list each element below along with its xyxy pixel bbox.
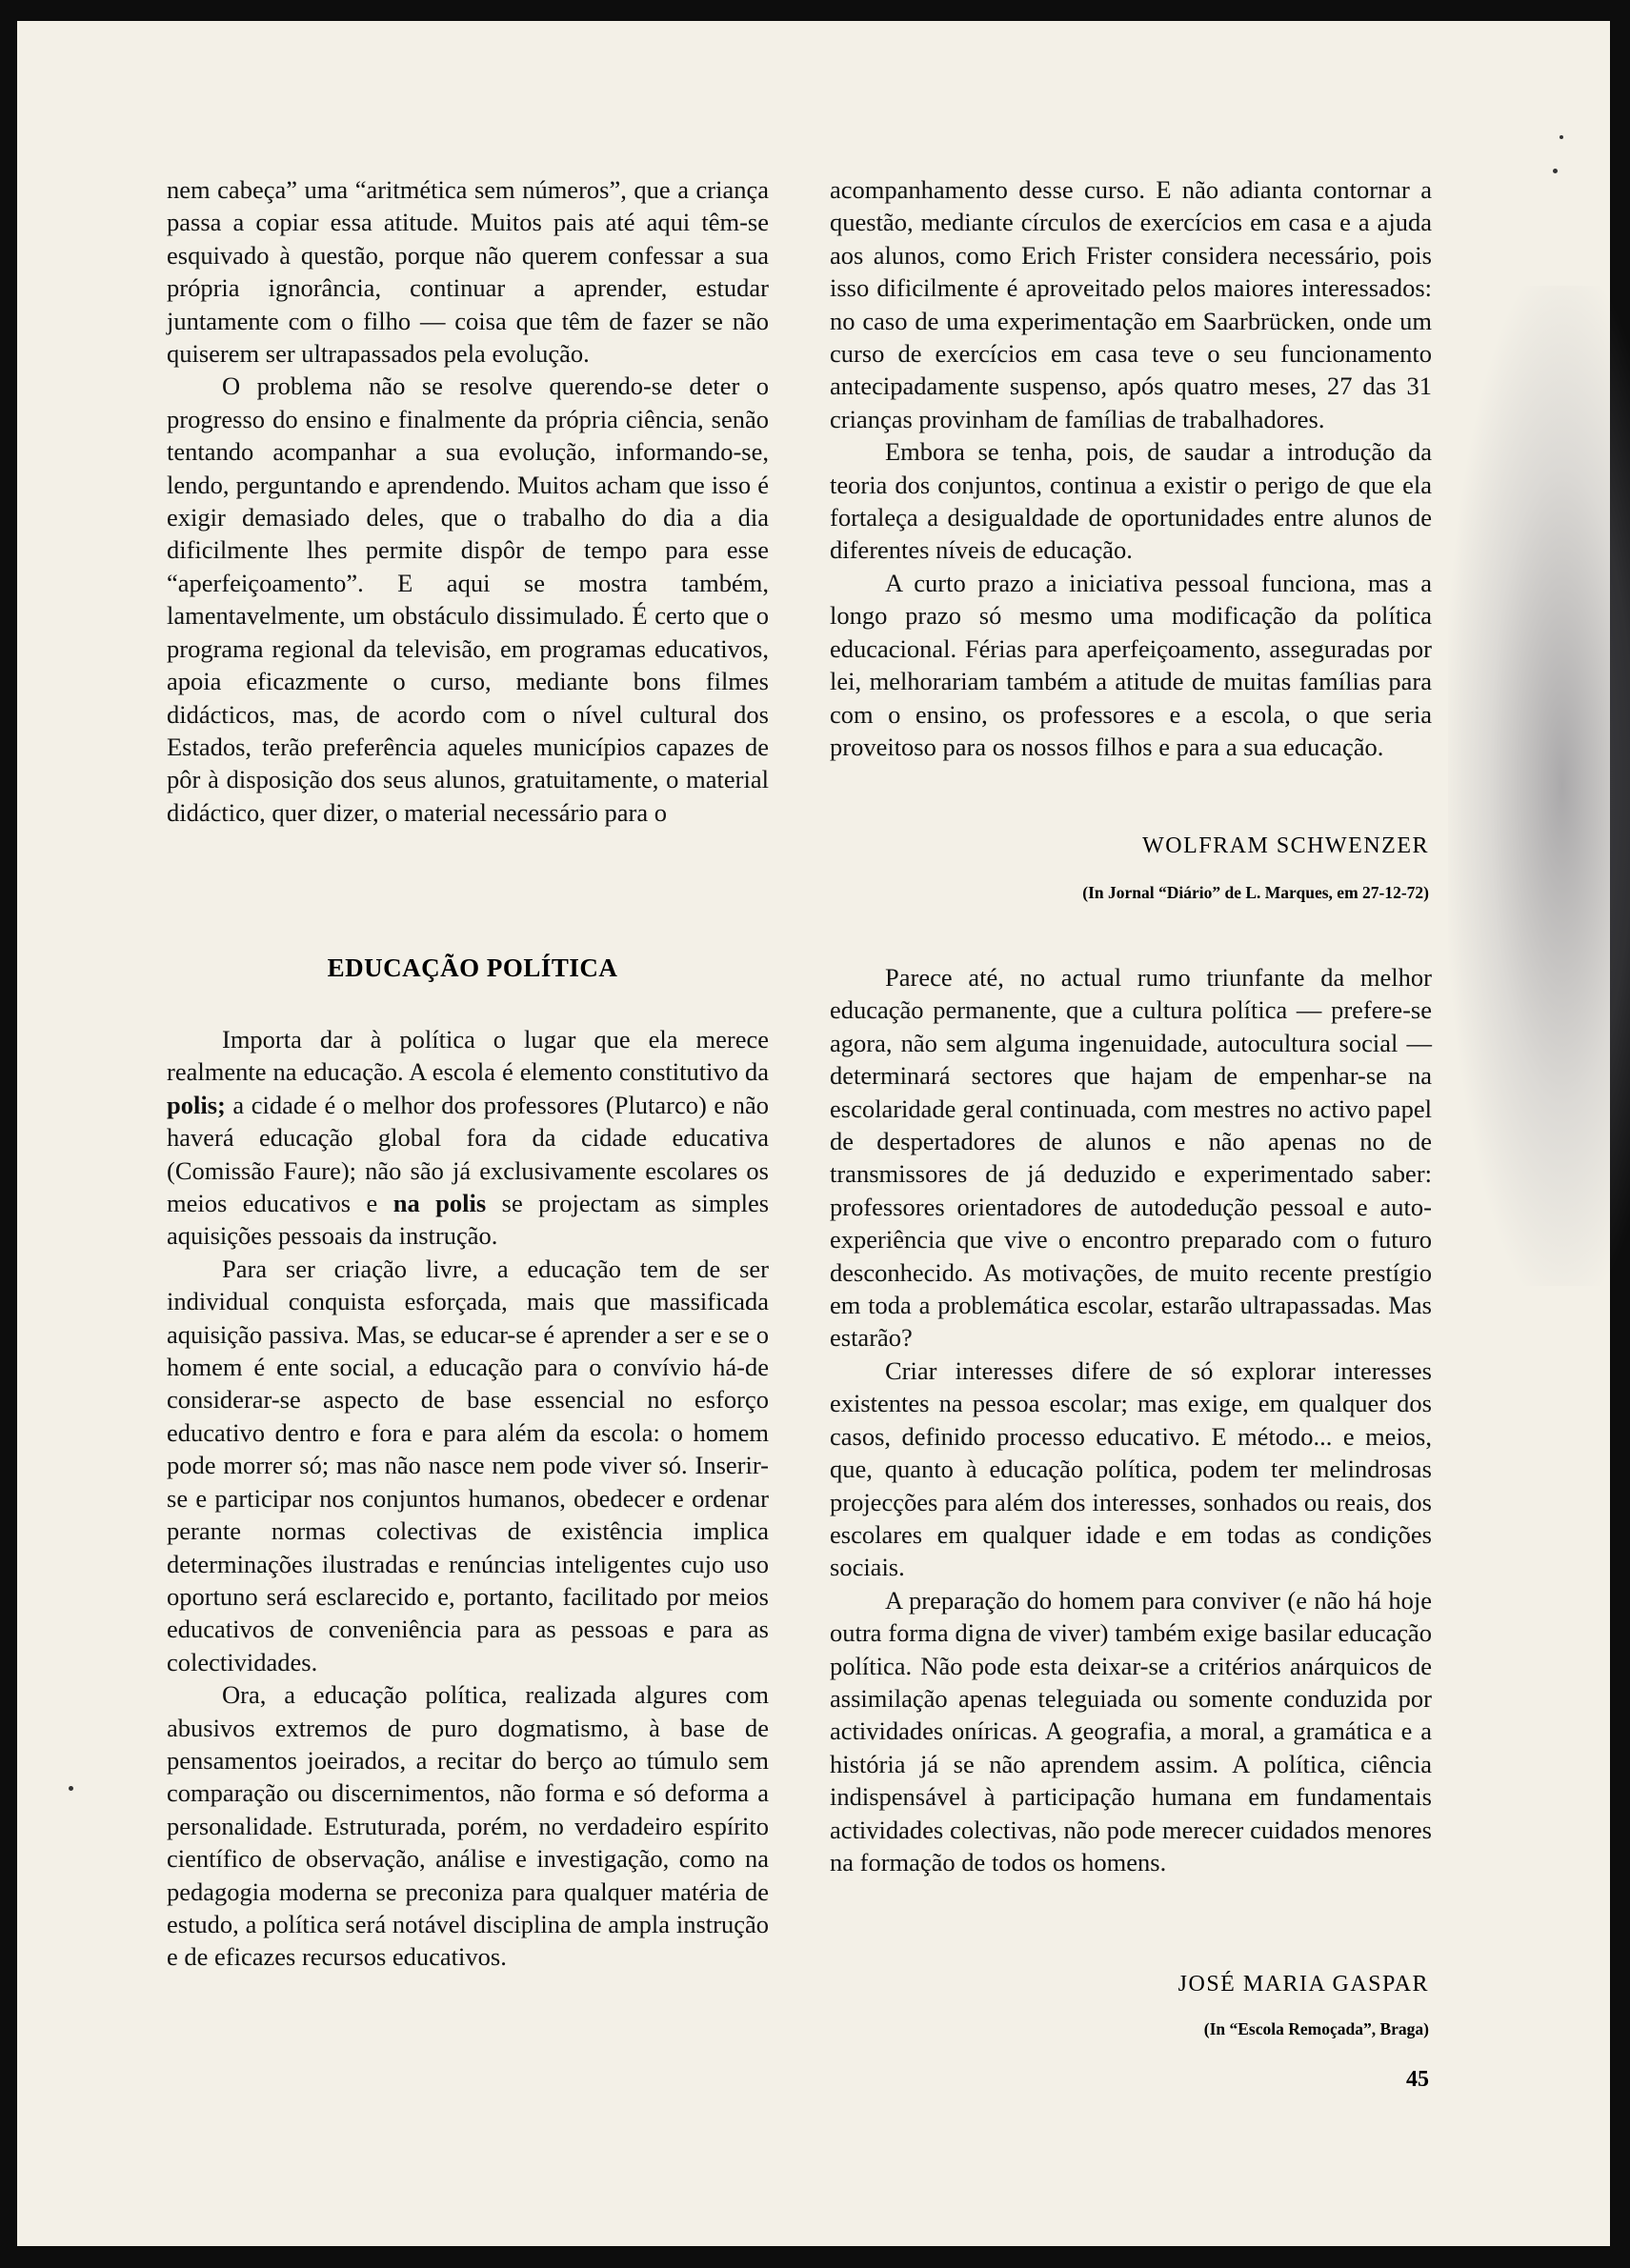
article1-paragraph: nem cabeça” uma “aritmética sem números”, que a criança passa a copiar essa atitude. Muitos pais até aqui têm-se esquivado à questão, porque não querem confessar a sua própria ignorância, continuar a aprender, estudar juntamente com o filho — coisa que têm de fazer se não quiserem ser ultrapassados pela evolução. [167,175,769,369]
article2-author: JOSÉ MARIA GASPAR [1177,1972,1429,1997]
article1-left-column [167,173,769,829]
article1-right-column [830,173,1432,763]
article2-source: (In “Escola Remoçada”, Braga) [1203,2019,1429,2038]
emphasis-text: polis; [167,1090,226,1119]
article2-paragraph: Parece até, no actual rumo triunfante da melhor educação permanente, que a cultura política — prefere-se agora, não sem alguma ingenuidade, autocultura social — determinará sectores que hajam de empenhar-se na escolaridade geral continuada, com mestres no activo papel de despertadores de alunos e não apenas no de transmissores de já deduzido e experimentado saber: professores orientadores de autodedução pessoal e auto-experiência que vive o encontro preparado com o futuro desconhecido. As motivações, de muito recente prestígio em toda a problemática escolar, estarão ultrapassadas. Mas estarão? [830,963,1432,1353]
emphasis-text: na polis [392,1189,487,1218]
article2-right-column [830,961,1432,1878]
paragraph-text: Importa dar à política o lugar que ela merece realmente na educação. A escola é elemento constitutivo da [167,1025,769,1087]
article1-paragraph: Embora se tenha, pois, de saudar a introdução da teoria dos conjuntos, continua a existir o perigo de que ela fortaleça a desigualdade de oportunidades entre alunos de diferentes níveis de educação. [830,437,1432,565]
article2-paragraph: Ora, a educação política, realizada algures com abusivos extremos de puro dogmatismo, à base de pensamentos joeirados, a recitar do berço ao túmulo sem comparação ou discernimentos, não forma e só deforma a personalidade. Estruturada, porém, no verdadeiro espírito científico de observação, análise e investigação, como na pedagogia moderna se preconiza para qualquer matéria de estudo, a política será notável disciplina de ampla instrução e de eficazes recursos educativos. [167,1680,769,1972]
article2-paragraph: Criar interesses difere de só explorar interesses existentes na pessoa escolar; mas exige, em qualquer dos casos, definido processo educativo. E método... e meios, que, quanto à educação política, podem ter melindrosas projecções para além dos interesses, sonhados ou reais, dos escolares em qualquer idade e em todas as condições sociais. [830,1355,1432,1582]
article2-paragraph [167,1023,769,1253]
page-number: 45 [1406,2067,1429,2092]
speck-mark [1560,135,1563,139]
article2-paragraph: Para ser criação livre, a educação tem de ser individual conquista esforçada, mais que massificada aquisição passiva. Mas, se educar-se é aprender a ser e se o homem é ente social, a educação para o convívio há-de considerar-se aspecto de base essencial no esforço educativo dentro e fora e para além da escola: o homem pode morrer só; mas não nasce nem pode viver só. Inserir-se e participar nos conjuntos humanos, obedecer e ordenar perante normas colectivas de existência implica determinações ilustradas e renúncias inteligentes cujo uso oportuno será esclarecido e, portanto, facilitado por meios educativos de conveniência para as pessoas e para as colectividades. [167,1254,769,1676]
article1-source: (In Jornal “Diário” de L. Marques, em 27-12-72) [1082,883,1429,902]
article1-author: WOLFRAM SCHWENZER [1142,833,1429,858]
article1-paragraph: A curto prazo a iniciativa pessoal funciona, mas a longo prazo só mesmo uma modificação da política educacional. Férias para aperfeiçoamento, asseguradas por lei, melhorariam também a atitude de muitas famílias para com o ensino, os professores e a escola, o que seria proveitoso para os nossos filhos e para a sua educação. [830,568,1432,761]
article2-paragraph: A preparação do homem para conviver (e não há hoje outra forma digna de viver) também exige basilar educação política. Não pode esta deixar-se a critérios anárquicos de assimilação apenas teleguiada ou somente conduzida por actividades oníricas. A geografia, a moral, a gramática e a história já se não aprendem assim. A política, ciência indispensável à participação humana em fundamentais actividades colectivas, não pode merecer cuidados menores na formação de todos os homens. [830,1585,1432,1877]
speck-mark [1553,169,1558,173]
article1-paragraph: O problema não se resolve querendo-se deter o progresso do ensino e finalmente da própria ciência, senão tentando acompanhar a sua evolução, informando-se, lendo, perguntando e aprendendo. Muitos acham que isso é exigir demasiado deles, que o trabalho do dia a dia dificilmente lhes permite dispôr de tempo para esse “aperfeiçoamento”. E aqui se mostra também, lamentavelmente, um obstáculo dissimulado. É certo que o programa regional da televisão, em programas educativos, apoia eficazmente o curso, mediante bons filmes didácticos, mas, de acordo com o nível cultural dos Estados, terão preferência aqueles municípios capazes de pôr à disposição dos seus alunos, gratuitamente, o material didáctico, quer dizer, o material necessário para o [167,371,769,827]
paragraph-text: a cidade é o melhor dos professores (Plutarco) e não haverá educação global fora da cidade educativa (Comissão Faure); não são já exclusivamente escolares os meios educativos e [167,1090,769,1218]
speck-mark [69,1786,73,1791]
article2-title: EDUCAÇÃO POLÍTICA [327,953,618,982]
article2-left-column [167,1023,769,1974]
paragraph-text: se projectam as simples aquisições pessoais da instrução. [167,1189,770,1251]
article1-paragraph: acompanhamento desse curso. E não adianta contornar a questão, mediante círculos de exercícios em casa e a ajuda aos alunos, como Erich Frister considera necessário, pois isso dificilmente é aproveitado pelos maiores interessados: no caso de uma experimentação em Saarbrücken, onde um curso de exercícios em casa teve o seu funcionamento antecipadamente suspenso, após quatro meses, 27 das 31 crianças provinham de famílias de trabalhadores. [830,175,1432,433]
